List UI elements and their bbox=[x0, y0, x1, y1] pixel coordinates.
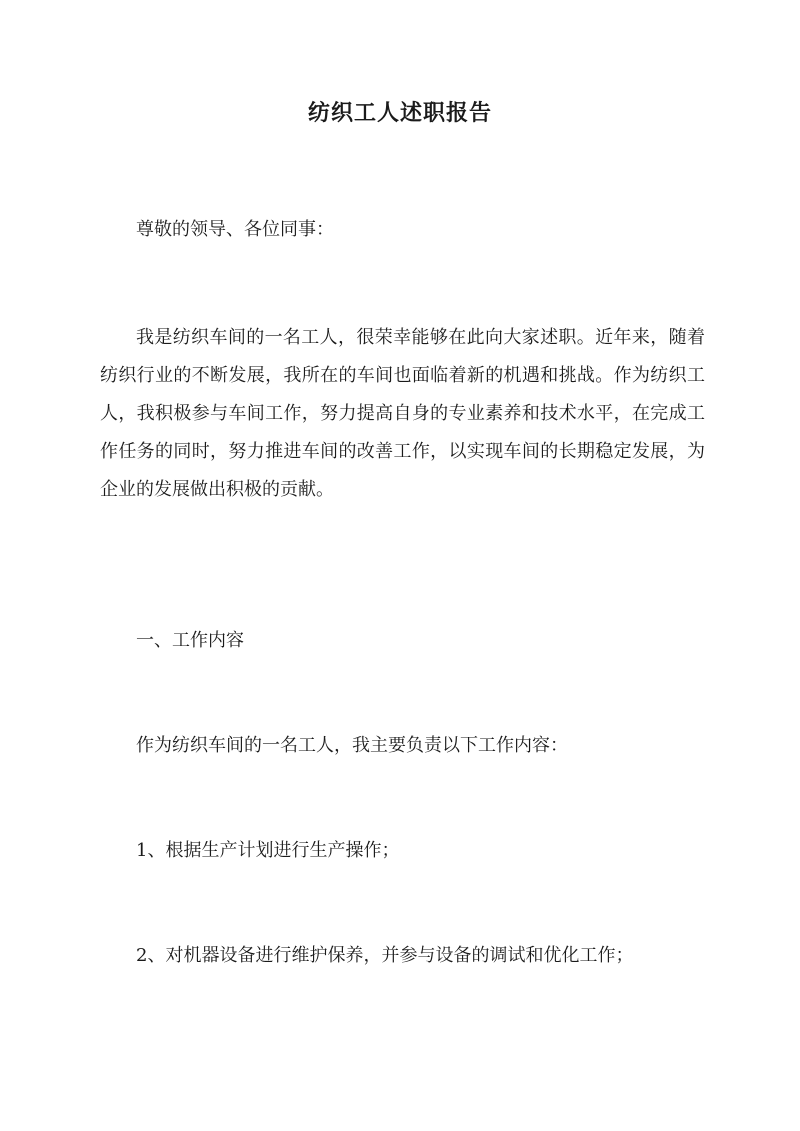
intro-paragraph: 我是纺织车间的一名工人，很荣幸能够在此向大家述职。近年来，随着纺织行业的不断发展，我所在的车间也面临着新的机遇和挑战。作为纺织工人，我积极参与车间工作，努力提高自身的专业素养和技术水平，在完成工作任务的同时，努力推进车间的改善工作，以实现车间的长期稳定发展，为企业的发展做出积极的贡献。 bbox=[100, 327, 705, 500]
salutation: 尊敬的领导、各位同事： bbox=[136, 219, 334, 240]
work-intro-paragraph: 作为纺织车间的一名工人，我主要负责以下工作内容： bbox=[136, 735, 568, 756]
list-item: 1、根据生产计划进行生产操作； bbox=[136, 840, 400, 861]
list-item: 2、对机器设备进行维护保养，并参与设备的调试和优化工作； bbox=[136, 945, 634, 966]
section-heading-work-content: 一、工作内容 bbox=[136, 630, 244, 651]
page-title: 纺织工人述职报告 bbox=[307, 100, 492, 126]
